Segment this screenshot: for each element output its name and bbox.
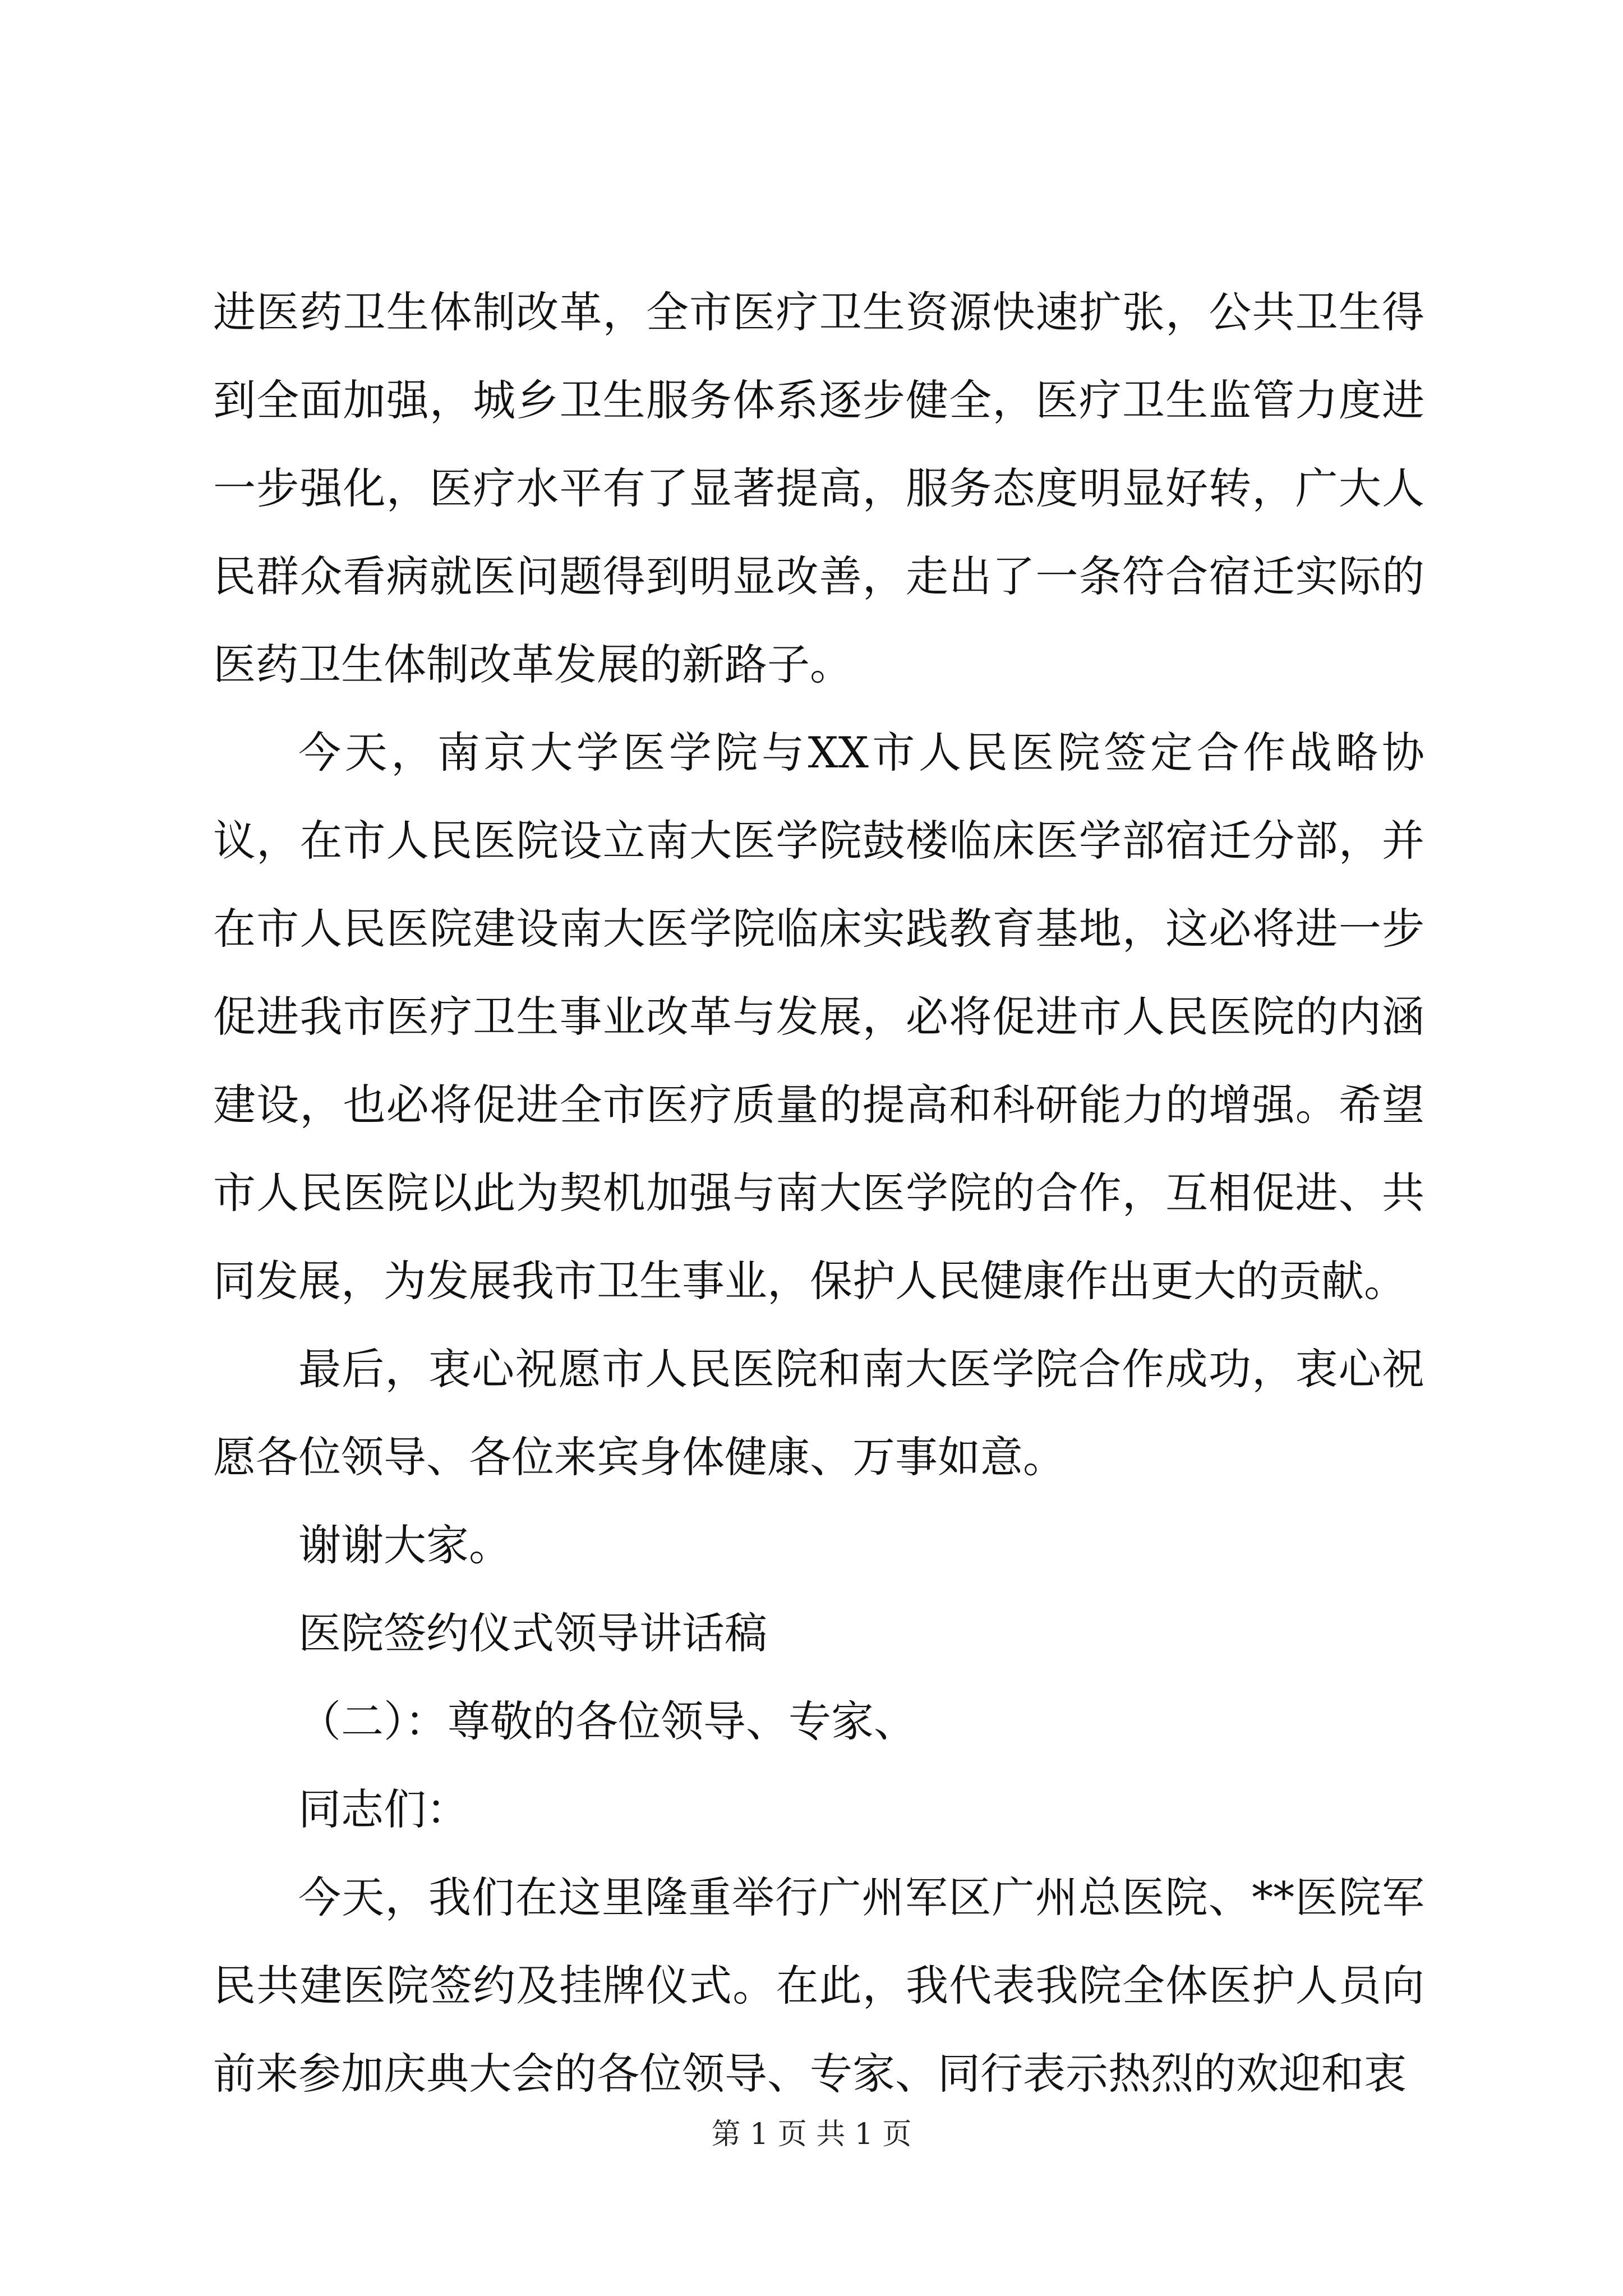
paragraph-cooperation: 今天，南京大学医学院与XX市人民医院签定合作战略协议，在市人民医院设立南大医学院鼓楼临床医学部宿迁分部，并在市人民医院建设南大医学院临床实践教育基地，这必将进一步促进我市医疗卫生事业改革与发展，必将促进市人民医院的内涵建设，也必将促进全市医疗质量的提高和科研能力的增强。希望市人民医院以此为契机加强与南大医学院的合作，互相促进、共同发展，为发展我市卫生事业，保护人民健康作出更大的贡献。 xyxy=(213,728,1424,1306)
paragraph-ceremony: 今天，我们在这里隆重举行广州军区广州总医院、**医院军民共建医院签约及挂牌仪式。在此，我代表我院全体医护人员向前来参加庆典大会的各位领导、专家、同行表示热烈的欢迎和衷 xyxy=(213,1872,1424,2099)
salutation-comrades: 同志们： xyxy=(298,1784,469,1834)
paragraph-continuation: 进医药卫生体制改革，全市医疗卫生资源快速扩张，公共卫生得到全面加强，城乡卫生服务体系逐步健全，医疗卫生监管力度进一步强化，医疗水平有了显著提高，服务态度明显好转，广大人民群众看病就医问题得到明显改善，走出了一条符合宿迁实际的医药卫生体制改革发展的新路子。 xyxy=(213,287,1424,689)
paragraph-wishes: 最后，衷心祝愿市人民医院和南大医学院合作成功，衷心祝愿各位领导、各位来宾身体健康、万事如意。 xyxy=(213,1344,1424,1482)
salutation-line: （二）：尊敬的各位领导、专家、 xyxy=(298,1696,916,1746)
document-body xyxy=(213,268,1424,2118)
paragraph-thanks: 谢谢大家。 xyxy=(298,1520,511,1570)
page-footer: 第 1 页 共 1 页 xyxy=(711,2118,912,2151)
section-title: 医院签约仪式领导讲话稿 xyxy=(298,1608,767,1658)
